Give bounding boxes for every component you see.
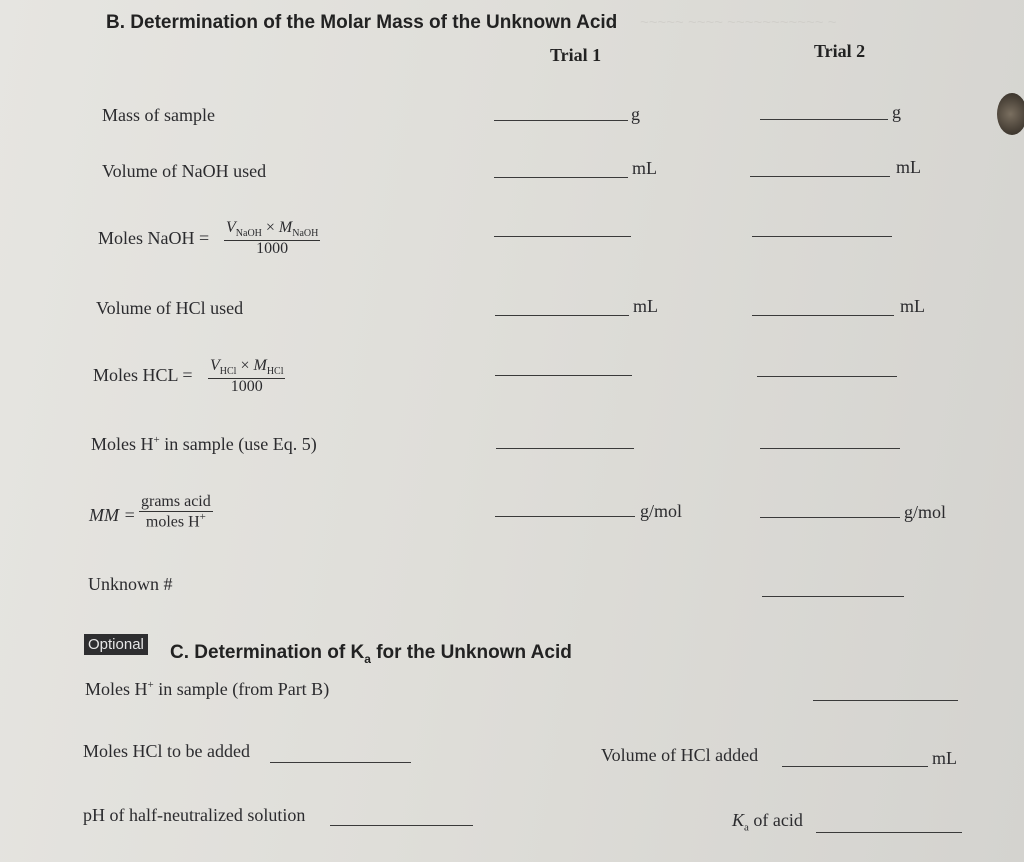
ka-of-acid-label: $K_a$ of acid [732,810,803,834]
volume-hcl-added-unit: mL [932,748,957,768]
mm-trial1-unit: g/mol [640,501,683,521]
mm-trial2-blank[interactable] [760,517,900,518]
moles-naoh-trial1-blank[interactable] [494,236,631,237]
moles-hcl-trial2-blank[interactable] [757,376,897,377]
moles-h-trial1-blank[interactable] [496,448,634,449]
vol-naoh-trial2-blank[interactable] [750,176,890,177]
mass-trial1-blank[interactable] [494,120,628,121]
vol-naoh-trial1-unit: mL [632,158,657,178]
section-b-title: B. Determination of the Molar Mass of the Unknown Acid [106,12,618,33]
section-c-title: C. Determination of $K_a$ for the Unknown Acid [170,642,572,666]
ph-half-neutralized-label: pH of half-neutralized solution [83,805,306,825]
volume-hcl-added-label: Volume of HCl added [601,745,759,765]
moles-hcl-trial1-blank[interactable] [495,375,632,376]
hole-punch [997,93,1024,135]
volume-hcl-added-blank[interactable] [782,766,928,767]
mm-trial1-blank[interactable] [495,516,635,517]
volume-hcl-label: Volume of HCl used [96,298,244,318]
moles-hcl-added-label: Moles HCl to be added [83,741,250,761]
molar-mass-label: MM = [89,505,136,525]
moles-h-trial2-blank[interactable] [760,448,900,449]
vol-hcl-trial2-blank[interactable] [752,315,894,316]
mass-of-sample-label: Mass of sample [102,105,215,125]
unknown-number-label: Unknown # [88,574,173,594]
moles-hcl-label: Moles HCL = [93,365,193,385]
mm-trial2-unit: g/mol [904,502,947,522]
volume-naoh-label: Volume of NaOH used [102,161,267,181]
moles-h-from-b-label: Moles H+ in sample (from Part B) [85,679,330,699]
bleed-through: ~~~~~ ~~~~ ~~~~~~~~~~~ ~ [640,14,837,31]
mass-trial1-unit: g [631,104,640,124]
optional-badge: Optional [84,634,148,655]
vol-hcl-trial1-blank[interactable] [495,315,629,316]
ka-of-acid-blank[interactable] [816,832,962,833]
unknown-number-blank[interactable] [762,596,904,597]
moles-h-from-b-blank[interactable] [813,700,958,701]
moles-hcl-formula: $V_{HCl} \times M_{HCl}$ 1000 [210,357,284,395]
moles-naoh-formula: $V_{NaOH} \times M_{NaOH}$ 1000 [226,219,319,257]
moles-naoh-trial2-blank[interactable] [752,236,892,237]
vol-hcl-trial1-unit: mL [633,296,658,316]
mass-trial2-unit: g [892,102,901,122]
moles-hcl-added-blank[interactable] [270,762,411,763]
ph-half-neutralized-blank[interactable] [330,825,473,826]
vol-hcl-trial2-unit: mL [900,296,925,316]
trial-1-header: Trial 1 [550,45,602,65]
moles-naoh-label: Moles NaOH = [98,228,210,248]
moles-h-label: Moles H+ in sample (use Eq. 5) [91,434,317,454]
molar-mass-formula: grams acid moles H+ [141,493,211,531]
vol-naoh-trial1-blank[interactable] [494,177,628,178]
trial-2-header: Trial 2 [814,41,866,61]
vol-naoh-trial2-unit: mL [896,157,921,177]
mass-trial2-blank[interactable] [760,119,888,120]
